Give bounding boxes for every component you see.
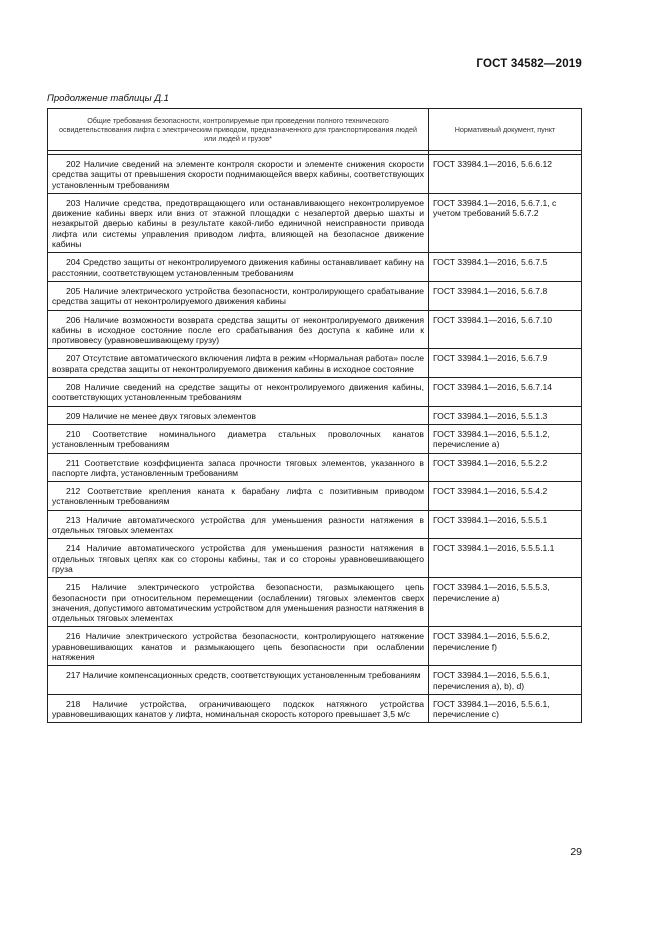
normative-reference: ГОСТ 33984.1—2016, 5.5.6.1, перечисления а), b), d) [429,666,582,695]
normative-reference: ГОСТ 33984.1—2016, 5.5.1.3 [429,406,582,424]
table-caption: Продолжение таблицы Д.1 [47,93,169,104]
requirement-text: 207 Отсутствие автоматического включения лифта в режим «Нормальная работа» после возврата средства защиты от неконтролируемого движения кабины в исходное состояние [48,349,429,378]
table-row [48,694,582,723]
requirement-text: 216 Наличие электрического устройства безопасности, контролирующего натяжение уравновешивающих канатов и размыкающего цепь безопасности при ослаблении натяжения [48,627,429,666]
table-row [48,155,582,194]
normative-reference: ГОСТ 33984.1—2016, 5.5.4.2 [429,482,582,511]
requirement-text: 203 Наличие средства, предотвращающего или останавливающего неконтролируемое движение кабины вверх или вниз от этажной площадки с незапертой дверью шахты и незакрытой дверью кабины в результате какой-либо единичной неисправности привода лифта или системы управления приводом лифта, влияющей на безопасное движение кабины [48,193,429,252]
column-header-requirements: Общие требования безопасности, контролируемые при проведении полного технического освидетельствования лифта с электрическим приводом, предназначенного для транспортирования людей или людей и грузов* [48,109,429,151]
requirements-table [47,108,582,723]
requirement-text: 211 Соответствие коэффициента запаса прочности тяговых элементов, указанного в паспорте лифта, установленным требованиям [48,453,429,482]
normative-reference: ГОСТ 33984.1—2016, 5.6.7.9 [429,349,582,378]
requirement-text: 212 Соответствие крепления каната к барабану лифта с позитивным приводом установленным требованиям [48,482,429,511]
normative-reference: ГОСТ 33984.1—2016, 5.5.1.2, перечисление а) [429,424,582,453]
normative-reference: ГОСТ 33984.1—2016, 5.6.6.12 [429,155,582,194]
requirement-text: 213 Наличие автоматического устройства для уменьшения разности натяжения в отдельных тяговых элементах [48,510,429,539]
table-row [48,666,582,695]
normative-reference: ГОСТ 33984.1—2016, 5.5.2.2 [429,453,582,482]
normative-reference: ГОСТ 33984.1—2016, 5.5.5.3, перечисление а) [429,578,582,627]
requirement-text: 209 Наличие не менее двух тяговых элементов [48,406,429,424]
requirement-text: 218 Наличие устройства, ограничивающего подскок натяжного устройства уравновешивающих канатов у лифта, номинальная скорость которого превышает 3,5 м/с [48,694,429,723]
table-row [48,253,582,282]
normative-reference: ГОСТ 33984.1—2016, 5.6.7.10 [429,310,582,349]
normative-reference: ГОСТ 33984.1—2016, 5.5.6.1, перечисление с) [429,694,582,723]
table-row [48,510,582,539]
normative-reference: ГОСТ 33984.1—2016, 5.6.7.14 [429,378,582,407]
normative-reference: ГОСТ 33984.1—2016, 5.6.7.8 [429,281,582,310]
requirement-text: 214 Наличие автоматического устройства для уменьшения разности натяжения в отдельных тяговых цепях как со стороны кабины, так и со стороны уравновешивающего груза [48,539,429,578]
document-header: ГОСТ 34582—2019 [476,58,582,70]
table-row [48,310,582,349]
table-row [48,424,582,453]
table-row [48,453,582,482]
requirement-text: 205 Наличие электрического устройства безопасности, контролирующего срабатывание средства защиты от неконтролируемого движения кабины [48,281,429,310]
normative-reference: ГОСТ 33984.1—2016, 5.6.7.5 [429,253,582,282]
requirement-text: 210 Соответствие номинального диаметра стальных проволочных канатов установленным требованиям [48,424,429,453]
table-row [48,378,582,407]
page-number: 29 [570,846,582,858]
normative-reference: ГОСТ 33984.1—2016, 5.5.5.1.1 [429,539,582,578]
requirement-text: 208 Наличие сведений на средстве защиты от неконтролируемого движения кабины, соответствующих установленным требованиям [48,378,429,407]
table-row [48,482,582,511]
requirement-text: 217 Наличие компенсационных средств, соответствующих установленным требованиям [48,666,429,695]
table-row [48,578,582,627]
requirement-text: 215 Наличие электрического устройства безопасности, размыкающего цепь безопасности при относительном перемещении (ослаблении) тяговых элементов сверх значения, допустимого автоматическим устройством для уменьшения разности натяжения в отдельных тяговых элементах [48,578,429,627]
table-header-row [48,109,582,151]
normative-reference: ГОСТ 33984.1—2016, 5.5.6.2, перечисление f) [429,627,582,666]
requirement-text: 204 Средство защиты от неконтролируемого движения кабины останавливает кабину на расстоянии, соответствующем установленным требованиям [48,253,429,282]
table-row [48,406,582,424]
table-body [48,151,582,723]
table-row [48,281,582,310]
column-header-normative-document: Нормативный документ, пункт [429,109,582,151]
table-row [48,627,582,666]
requirement-text: 202 Наличие сведений на элементе контроля скорости и элементе снижения скорости средства защиты от превышения скорости поднимающейся вверх кабины, соответствующих установленным требованиям [48,155,429,194]
normative-reference: ГОСТ 33984.1—2016, 5.6.7.1, с учетом требований 5.6.7.2 [429,193,582,252]
table-row [48,349,582,378]
requirement-text: 206 Наличие возможности возврата средства защиты от неконтролируемого движения кабины в исходное состояние после его срабатывания без доступа к кабине или к противовесу (уравновешивающему грузу) [48,310,429,349]
table-row [48,193,582,252]
normative-reference: ГОСТ 33984.1—2016, 5.5.5.1 [429,510,582,539]
table-row [48,539,582,578]
